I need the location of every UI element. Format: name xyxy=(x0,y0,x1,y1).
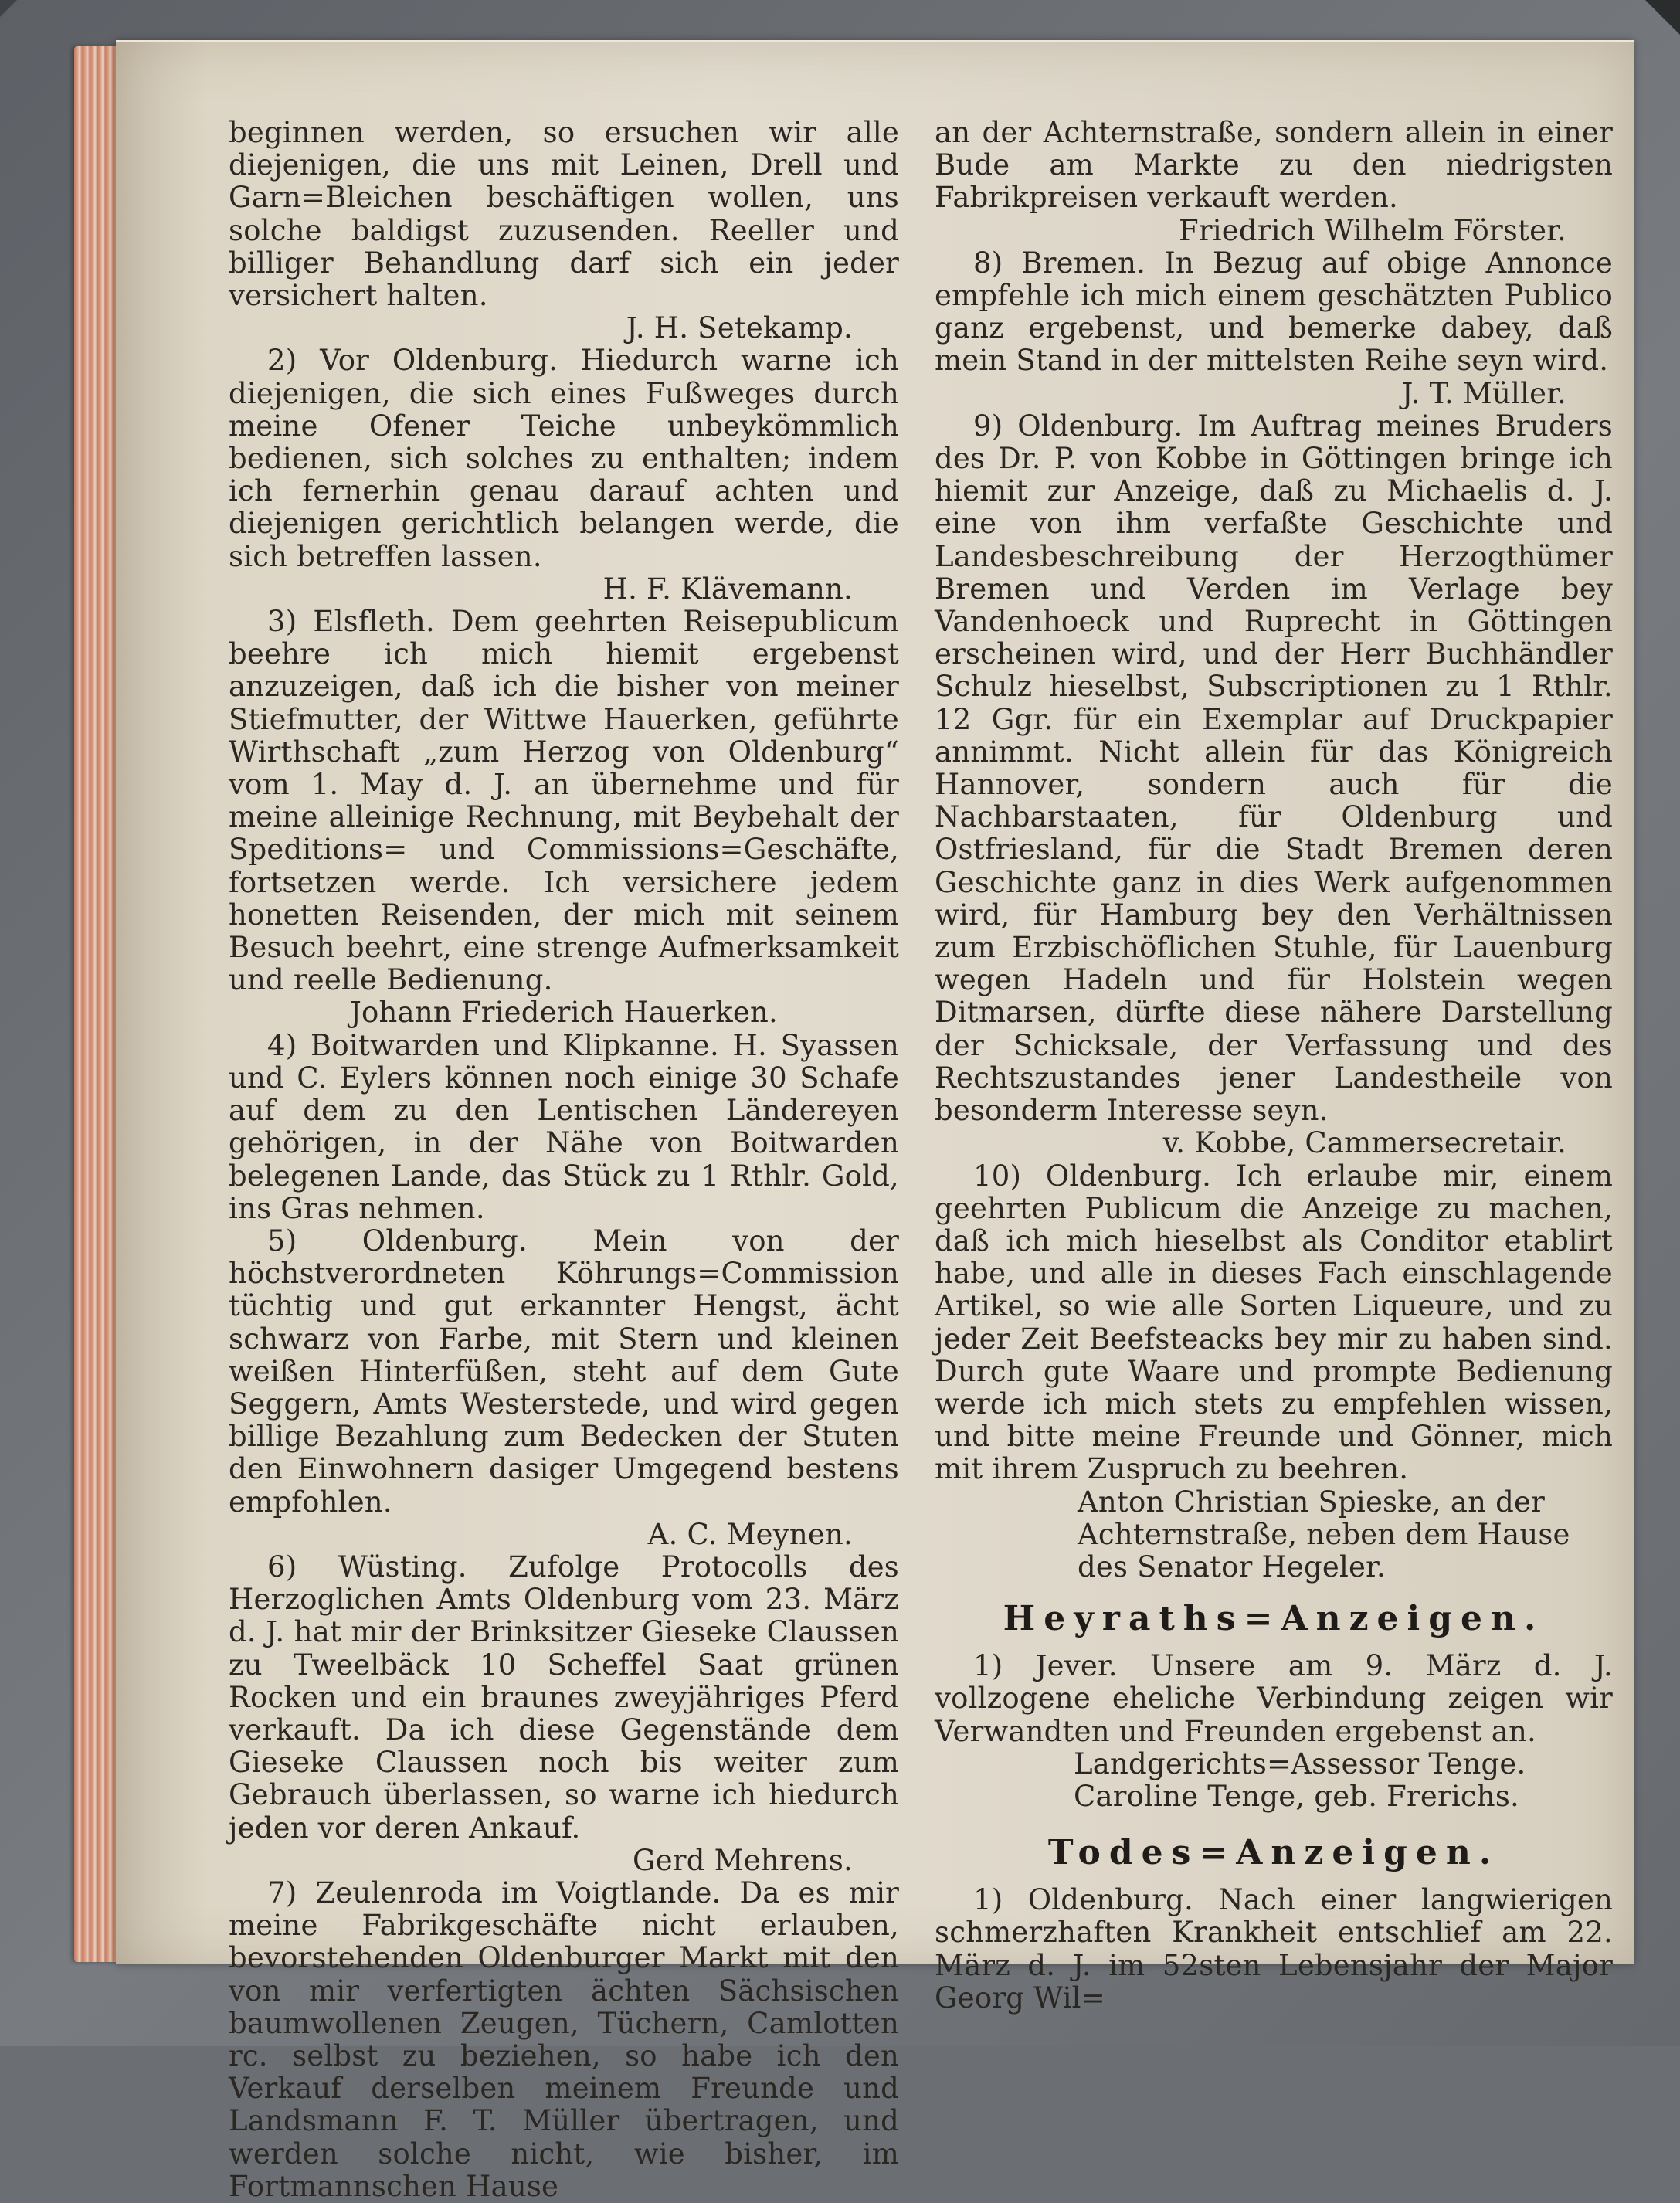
notice-5: 5) Oldenburg. Mein von der höchstverordneten Köhrungs=Commission tüchtig und gut erkannter Hengst, ächt schwarz von Farbe, mit Stern und kleinen weißen Hinterfüßen, steht auf dem Gute Seggern, Amts Westerstede, und wird gegen billige Bezahlung zum Bedecken der Stuten den Einwohnern dasiger Umgegend bestens empfohlen. xyxy=(229,1224,899,1519)
signature: Landgerichts=Assessor Tenge. xyxy=(1074,1746,1526,1780)
signature: A. C. Meynen. xyxy=(647,1517,853,1551)
signature: Friedrich Wilhelm Förster. xyxy=(1178,213,1566,247)
notice-7-continuation: an der Achternstraße, sondern allein in einer Bude am Markte zu den niedrigsten Fabrikpreisen verkauft werden. xyxy=(935,116,1613,215)
notice-2: 2) Vor Oldenburg. Hiedurch warne ich diejenigen, die sich eines Fußweges durch meine Ofener Teiche unbeykömmlich bedienen, sich solches zu enthalten; indem ich fernerhin genau darauf achten und diejenigen gerichtlich belangen werde, die sich betreffen lassen. xyxy=(229,344,899,573)
notice-4: 4) Boitwarden und Klipkanne. H. Syassen und C. Eylers können noch einige 30 Schafe auf dem zu den Lentischen Ländereyen gehörigen, in der Nähe von Boitwarden belegenen Lande, das Stück zu 1 Rthlr. Gold, ins Gras nehmen. xyxy=(229,1028,899,1225)
section-heading-death: Todes=Anzeigen. xyxy=(1047,1833,1500,1873)
signature: H. F. Klävemann. xyxy=(602,572,853,606)
notice-6: 6) Wüsting. Zufolge Protocolls des Herzoglichen Amts Oldenburg vom 23. März d. J. hat mir der Brinksitzer Gieseke Claussen zu Tweelbäck 10 Scheffel Saat grünen Rocken und ein braunes zweyjähriges Pferd verkauft. Da ich diese Gegenstände dem Gieseke Claussen noch bis weiter zum Gebrauch überlassen, so warne ich hiedurch jeden vor deren Ankauf. xyxy=(229,1550,899,1845)
newspaper-page xyxy=(116,40,1634,2203)
left-column xyxy=(229,117,899,2203)
notice-10: 10) Oldenburg. Ich erlaube mir, einem geehrten Publicum die Anzeige zu machen, daß ich mich hieselbst als Conditor etablirt habe, und alle in dieses Fach einschlagende Artikel, so wie alle Sorten Liqueure, und zu jeder Zeit Beefsteacks bey mir zu haben sind. Durch gute Waare und prompte Bedienung werde ich mich stets zu empfehlen wissen, und bitte meine Freunde und Gönner, mich mit ihrem Zuspruch zu beehren. xyxy=(935,1159,1613,1486)
death-notice-1: 1) Oldenburg. Nach einer langwierigen schmerzhaften Krankheit entschlief am 22. März d. J. im 52sten Lebensjahr der Major Georg Wil= xyxy=(935,1883,1613,2015)
section-heading-marriage: Heyraths=Anzeigen. xyxy=(1003,1599,1545,1639)
marriage-notice-1: 1) Jever. Unsere am 9. März d. J. vollzogene eheliche Verbindung zeigen wir Verwandten und Freunden ergebenst an. xyxy=(935,1649,1613,1748)
signature: Gerd Mehrens. xyxy=(633,1843,853,1877)
notice-continuation: beginnen werden, so ersuchen wir alle diejenigen, die uns mit Leinen, Drell und Garn=Bleichen beschäftigen wollen, uns solche baldigst zuzusenden. Reeller und billiger Behandlung darf sich ein jeder versichert halten. xyxy=(229,116,899,313)
right-column xyxy=(935,117,1613,2015)
notice-3: 3) Elsfleth. Dem geehrten Reisepublicum beehre ich mich hiemit ergebenst anzuzeigen, daß ich die bisher von meiner Stiefmutter, der Wittwe Hauerken, geführte Wirthschaft „zum Herzog von Oldenburg“ vom 1. May d. J. an übernehme und für meine alleinige Rechnung, mit Beybehalt der Speditions= und Commissions=Geschäfte, fortsetzen werde. Ich versichere jedem honetten Reisenden, der mich mit seinem Besuch beehrt, eine strenge Aufmerksamkeit und reelle Bedienung. xyxy=(229,605,899,997)
notice-7: 7) Zeulenroda im Voigtlande. Da es mir meine Fabrikgeschäfte nicht erlauben, bevorstehenden Oldenburger Markt mit den von mir verfertigten ächten Sächsischen baumwollenen Zeugen, Tüchern, Camlotten rc. selbst zu beziehen, so habe ich den Verkauf derselben meinem Freunde und Landsmann F. T. Müller übertragen, und werden solche nicht, wie bisher, im Fortmannschen Hause xyxy=(229,1875,899,2203)
book-page-edges xyxy=(74,46,120,1962)
signature: J. H. Setekamp. xyxy=(626,311,853,345)
signature: J. T. Müller. xyxy=(1401,376,1566,410)
signature: Johann Friederich Hauerken. xyxy=(350,996,778,1030)
corner-shadow-left xyxy=(0,0,17,17)
signature: Caroline Tenge, geb. Frerichs. xyxy=(1074,1779,1519,1813)
notice-8: 8) Bremen. In Bezug auf obige Annonce empfehle ich mich einem geschätzten Publico ganz ergebenst, und bemerke dabey, daß mein Stand in der mittelsten Reihe seyn wird. xyxy=(935,246,1613,378)
signature: Anton Christian Spieske, an der Achternstraße, neben dem Hause des Senator Hegeler. xyxy=(1078,1485,1570,1584)
notice-9: 9) Oldenburg. Im Auftrag meines Bruders des Dr. P. von Kobbe in Göttingen bringe ich hiemit zur Anzeige, daß zu Michaelis d. J. eine von ihm verfaßte Geschichte und Landesbeschreibung der Herzogthümer Bremen und Verden im Verlage bey Vandenhoeck und Ruprecht in Göttingen erscheinen wird, und der Herr Buchhändler Schulz hieselbst, Subscriptionen zu 1 Rthlr. 12 Ggr. für ein Exemplar auf Druckpapier annimmt. Nicht allein für das Königreich Hannover, sondern auch für die Nachbarstaaten, für Oldenburg und Ostfriesland, für die Stadt Bremen deren Geschichte ganz in dies Werk aufgenommen wird, für Hamburg bey den Verhältnissen zum Erzbischöflichen Stuhle, für Lauenburg wegen Hadeln und für Holstein wegen Ditmarsen, dürfte diese nähere Darstellung der Schicksale, der Verfassung und des Rechtszustandes jener Landestheile von besonderm Interesse seyn. xyxy=(935,409,1613,1128)
corner-shadow-right xyxy=(1645,0,1680,35)
signature: v. Kobbe, Cammersecretair. xyxy=(1162,1126,1566,1160)
